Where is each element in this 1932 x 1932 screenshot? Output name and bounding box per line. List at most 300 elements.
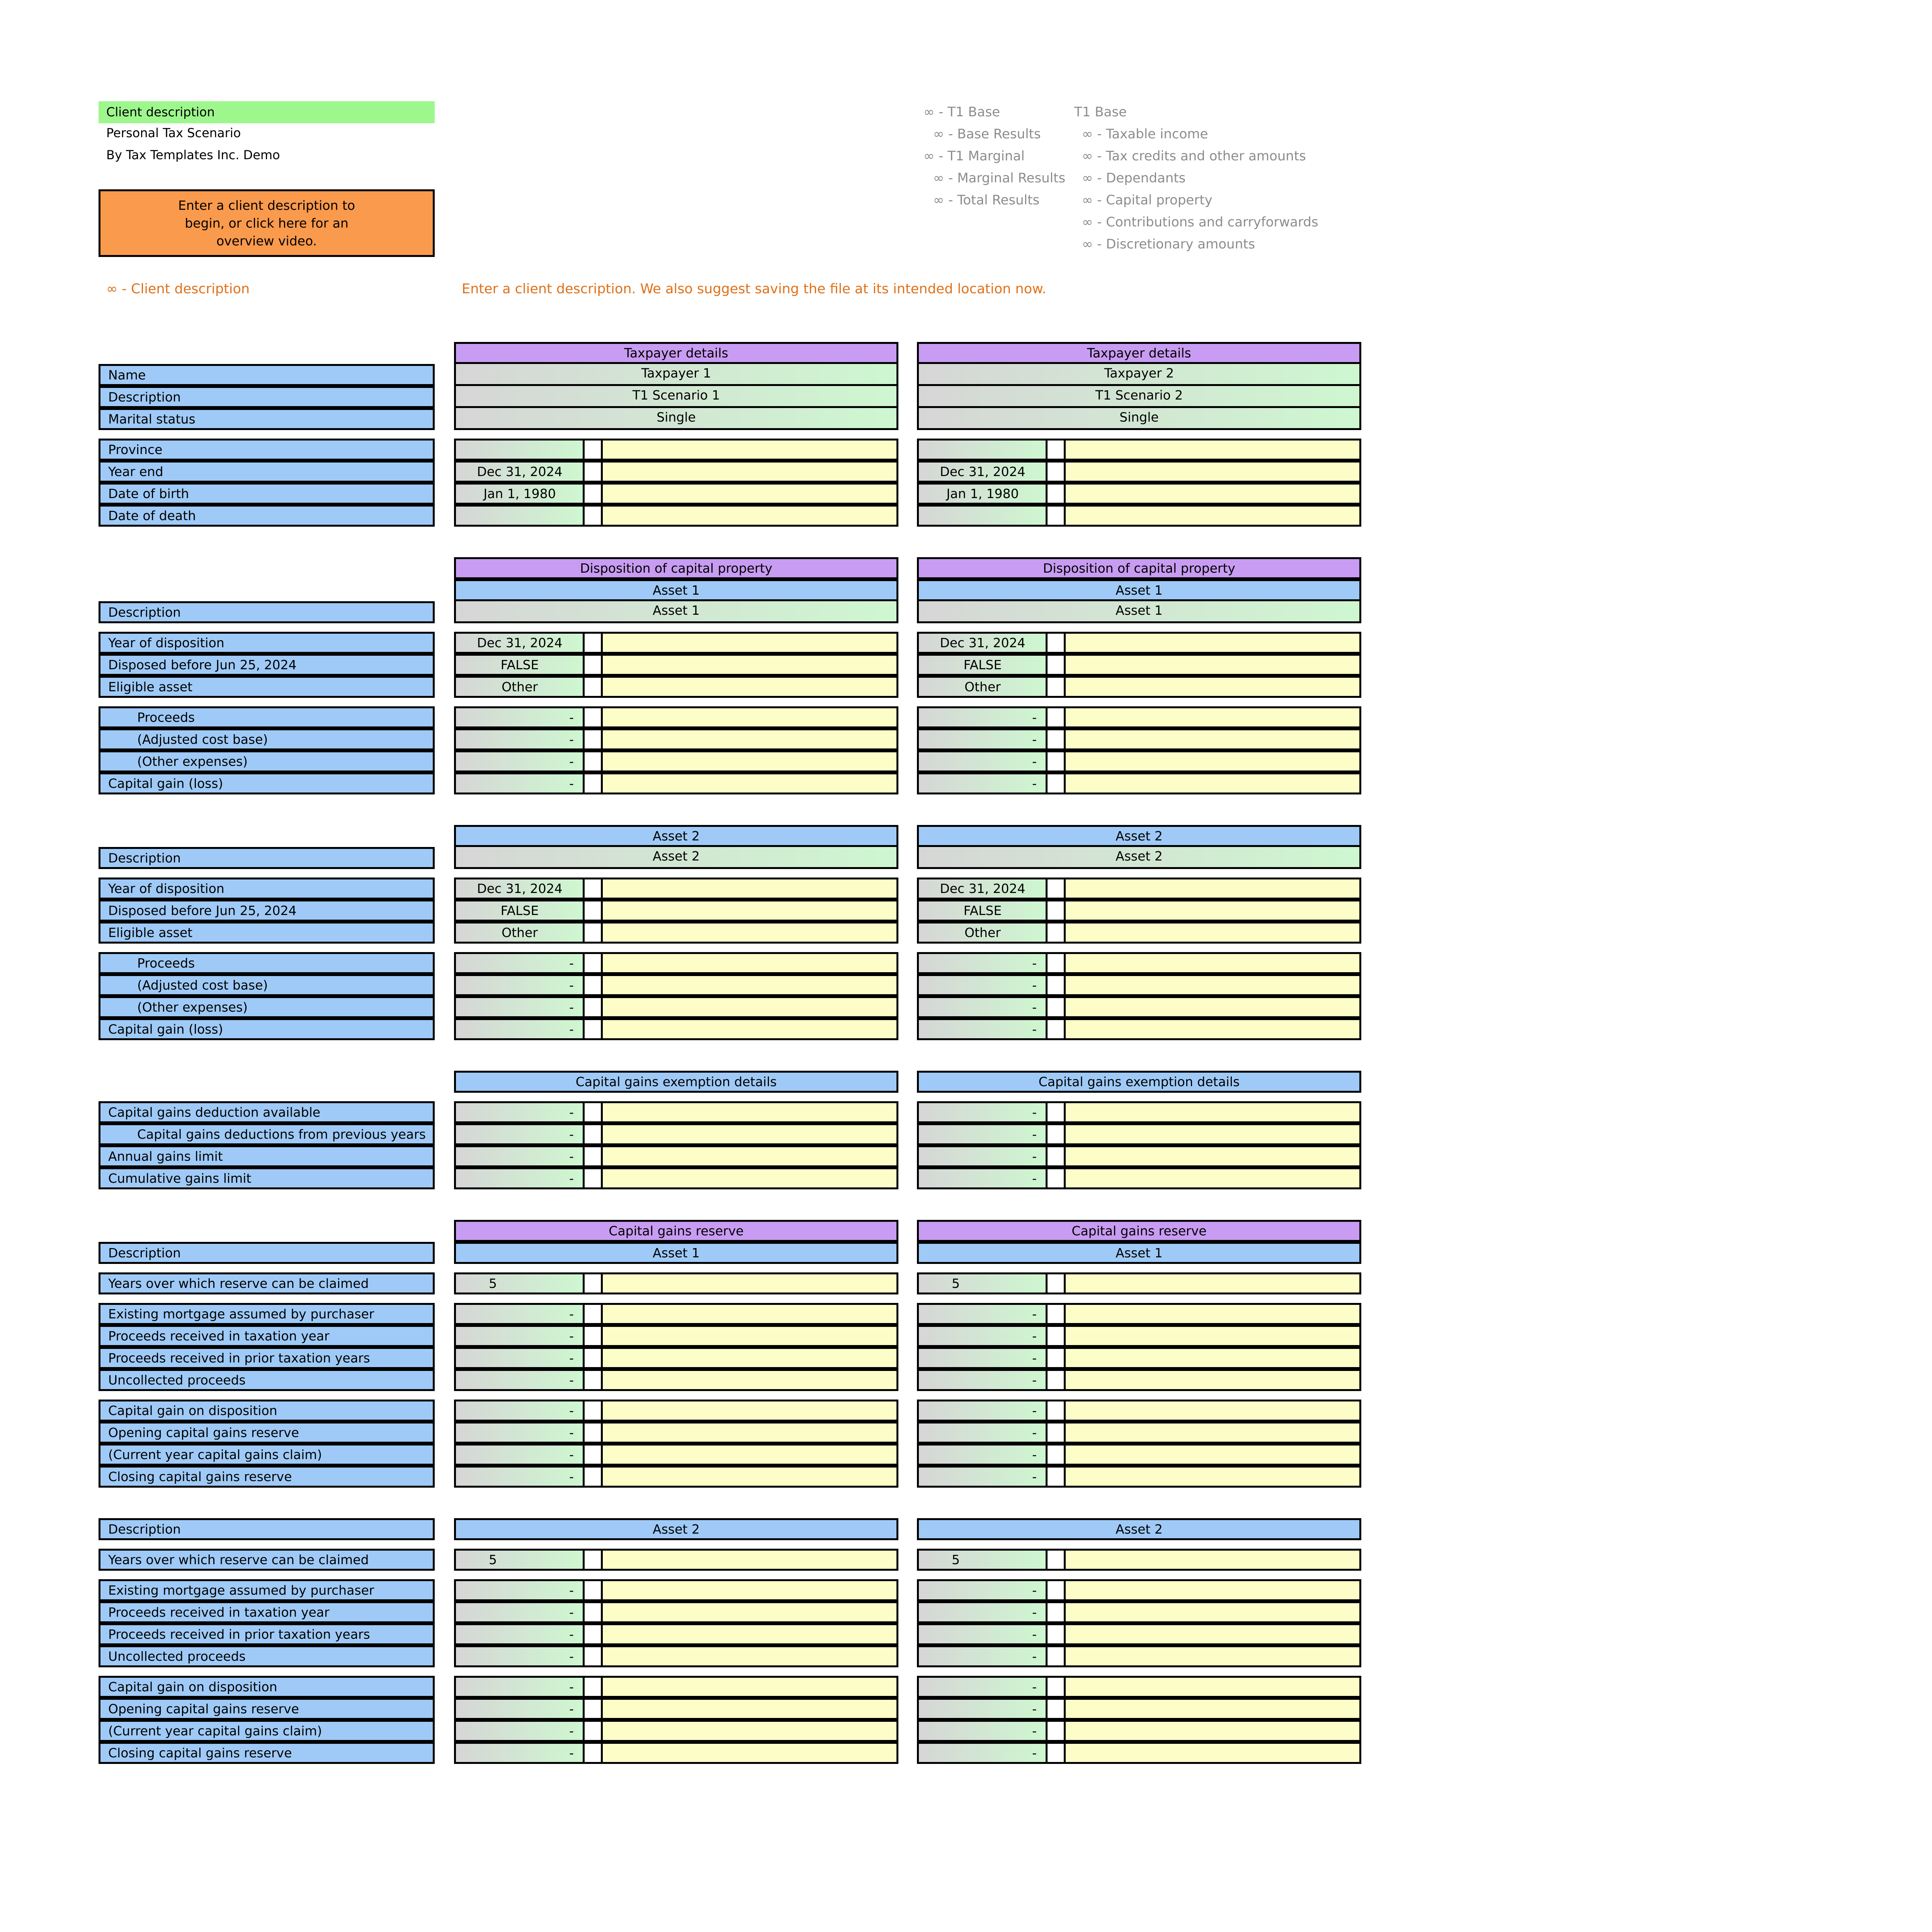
override-toggle[interactable] [1046, 996, 1066, 1018]
override-toggle[interactable] [1046, 632, 1066, 654]
value-cell[interactable]: - [454, 952, 585, 974]
value-cell[interactable]: - [454, 1167, 585, 1189]
override-input[interactable] [601, 900, 898, 922]
override-input[interactable] [601, 878, 898, 900]
override-toggle[interactable] [583, 1444, 603, 1466]
override-toggle[interactable] [1046, 1101, 1066, 1123]
override-toggle[interactable] [1046, 1400, 1066, 1422]
value-cell[interactable]: - [917, 1720, 1048, 1742]
section-header: Capital gains reserve [454, 1220, 898, 1242]
override-toggle[interactable] [1046, 1422, 1066, 1444]
override-toggle[interactable] [1046, 1272, 1066, 1294]
value-cell[interactable]: Other [454, 922, 585, 944]
override-toggle[interactable] [583, 1369, 603, 1391]
value-cell[interactable]: - [917, 1676, 1048, 1698]
override-input[interactable] [1064, 1444, 1361, 1466]
override-toggle[interactable] [583, 1466, 603, 1488]
row-label: Marital status [99, 408, 435, 430]
override-toggle[interactable] [583, 922, 603, 944]
override-toggle[interactable] [1046, 1645, 1066, 1667]
override-toggle[interactable] [583, 996, 603, 1018]
override-input[interactable] [1064, 654, 1361, 676]
value-cell[interactable]: - [917, 1369, 1048, 1391]
override-input[interactable] [601, 1303, 898, 1325]
override-toggle[interactable] [583, 1123, 603, 1145]
override-toggle[interactable] [583, 900, 603, 922]
value-cell[interactable]: - [917, 1123, 1048, 1145]
value-cell[interactable]: Dec 31, 2024 [454, 878, 585, 900]
nav-link[interactable]: ∞ - T1 Marginal [923, 148, 1025, 164]
override-input[interactable] [601, 706, 898, 728]
row-label: Proceeds received in taxation year [99, 1601, 435, 1623]
value-cell[interactable]: - [917, 1145, 1048, 1167]
override-input[interactable] [1064, 952, 1361, 974]
override-toggle[interactable] [583, 1720, 603, 1742]
override-toggle[interactable] [583, 1018, 603, 1040]
row-label: Description [99, 601, 435, 623]
override-toggle[interactable] [1046, 1347, 1066, 1369]
value-cell[interactable]: - [454, 1698, 585, 1720]
override-toggle[interactable] [1046, 1623, 1066, 1645]
value-cell[interactable]: - [454, 750, 585, 772]
override-toggle[interactable] [583, 1422, 603, 1444]
override-toggle[interactable] [1046, 706, 1066, 728]
value-cell[interactable]: Asset 2 [454, 845, 898, 869]
nav-link[interactable]: ∞ - Capital property [1082, 192, 1213, 208]
value-cell[interactable]: - [917, 952, 1048, 974]
override-toggle[interactable] [583, 878, 603, 900]
row-label: Eligible asset [99, 676, 435, 698]
override-toggle[interactable] [1046, 1303, 1066, 1325]
override-toggle[interactable] [1046, 1720, 1066, 1742]
override-toggle[interactable] [1046, 439, 1066, 461]
value-cell[interactable]: - [454, 728, 585, 750]
override-toggle[interactable] [1046, 728, 1066, 750]
row-label: Description [99, 847, 435, 869]
override-toggle[interactable] [583, 1698, 603, 1720]
value-cell[interactable]: - [454, 1422, 585, 1444]
value-cell[interactable]: 5 [917, 1549, 1048, 1571]
value-cell[interactable]: - [917, 1623, 1048, 1645]
override-input[interactable] [1064, 1272, 1361, 1294]
value-cell[interactable]: - [917, 750, 1048, 772]
override-input[interactable] [1064, 1645, 1361, 1667]
override-input[interactable] [601, 1018, 898, 1040]
override-toggle[interactable] [1046, 878, 1066, 900]
override-toggle[interactable] [583, 1101, 603, 1123]
row-label: Date of death [99, 505, 435, 527]
override-input[interactable] [601, 1623, 898, 1645]
nav-link[interactable]: ∞ - Contributions and carryforwards [1082, 214, 1318, 230]
override-input[interactable] [1064, 1325, 1361, 1347]
override-toggle[interactable] [583, 1145, 603, 1167]
row-label: (Other expenses) [99, 996, 435, 1018]
override-toggle[interactable] [1046, 676, 1066, 698]
override-input[interactable] [601, 1549, 898, 1571]
value-cell[interactable]: Dec 31, 2024 [454, 461, 585, 483]
override-input[interactable] [601, 505, 898, 527]
row-label: Opening capital gains reserve [99, 1698, 435, 1720]
row-label: Capital gains deduction available [99, 1101, 435, 1123]
value-cell[interactable]: - [454, 1123, 585, 1145]
value-cell[interactable]: Asset 1 [917, 599, 1361, 623]
value-cell[interactable]: - [454, 1303, 585, 1325]
value-cell[interactable]: - [454, 1145, 585, 1167]
value-cell[interactable]: Single [917, 406, 1361, 430]
value-cell[interactable]: - [454, 1369, 585, 1391]
value-cell[interactable]: - [454, 1601, 585, 1623]
scenario-title: Personal Tax Scenario [106, 126, 241, 140]
value-cell[interactable]: Other [917, 922, 1048, 944]
value-cell[interactable] [454, 439, 585, 461]
override-toggle[interactable] [1046, 1018, 1066, 1040]
value-cell[interactable]: - [454, 996, 585, 1018]
override-toggle[interactable] [1046, 900, 1066, 922]
value-cell[interactable]: Other [917, 676, 1048, 698]
override-input[interactable] [601, 974, 898, 996]
override-toggle[interactable] [1046, 1698, 1066, 1720]
value-cell[interactable]: - [454, 974, 585, 996]
value-cell[interactable]: Other [454, 676, 585, 698]
override-toggle[interactable] [583, 1303, 603, 1325]
override-input[interactable] [1064, 505, 1361, 527]
override-toggle[interactable] [583, 505, 603, 527]
client-description-header[interactable]: Client description [99, 101, 435, 123]
override-input[interactable] [1064, 922, 1361, 944]
override-toggle[interactable] [583, 1400, 603, 1422]
override-input[interactable] [1064, 996, 1361, 1018]
override-input[interactable] [601, 1400, 898, 1422]
value-cell[interactable]: - [917, 1698, 1048, 1720]
override-input[interactable] [1064, 1623, 1361, 1645]
value-cell[interactable]: FALSE [454, 654, 585, 676]
row-label: Capital gain (loss) [99, 1018, 435, 1040]
override-input[interactable] [1064, 1369, 1361, 1391]
override-toggle[interactable] [1046, 1742, 1066, 1764]
override-toggle[interactable] [1046, 772, 1066, 794]
override-input[interactable] [1064, 772, 1361, 794]
override-toggle[interactable] [1046, 1549, 1066, 1571]
override-input[interactable] [601, 1676, 898, 1698]
override-toggle[interactable] [583, 1549, 603, 1571]
value-cell[interactable]: - [917, 706, 1048, 728]
override-toggle[interactable] [583, 1347, 603, 1369]
override-toggle[interactable] [1046, 1369, 1066, 1391]
override-toggle[interactable] [583, 1623, 603, 1645]
row-label: (Adjusted cost base) [99, 728, 435, 750]
value-cell[interactable]: T1 Scenario 1 [454, 384, 898, 408]
override-toggle[interactable] [1046, 1123, 1066, 1145]
value-cell[interactable]: - [454, 1720, 585, 1742]
row-label: Eligible asset [99, 922, 435, 944]
value-cell[interactable]: - [917, 1325, 1048, 1347]
row-label: Year of disposition [99, 878, 435, 900]
override-toggle[interactable] [1046, 505, 1066, 527]
nav-link[interactable]: ∞ - Marginal Results [933, 170, 1066, 186]
override-input[interactable] [601, 1466, 898, 1488]
nav-link[interactable]: ∞ - Total Results [933, 192, 1040, 208]
override-input[interactable] [1064, 1601, 1361, 1623]
nav-link[interactable]: ∞ - Discretionary amounts [1082, 236, 1255, 252]
override-input[interactable] [601, 1167, 898, 1189]
section-header: Taxpayer details [917, 342, 1361, 364]
override-toggle[interactable] [583, 750, 603, 772]
value-cell[interactable] [917, 505, 1048, 527]
override-input[interactable] [1064, 483, 1361, 505]
value-cell[interactable]: - [454, 1018, 585, 1040]
row-label: Existing mortgage assumed by purchaser [99, 1303, 435, 1325]
value-cell[interactable]: - [454, 1623, 585, 1645]
override-input[interactable] [1064, 1101, 1361, 1123]
override-input[interactable] [601, 1123, 898, 1145]
override-input[interactable] [1064, 1720, 1361, 1742]
row-label: (Adjusted cost base) [99, 974, 435, 996]
value-cell[interactable]: Jan 1, 1980 [917, 483, 1048, 505]
override-toggle[interactable] [1046, 461, 1066, 483]
override-input[interactable] [601, 1347, 898, 1369]
override-toggle[interactable] [1046, 952, 1066, 974]
value-cell[interactable]: - [454, 772, 585, 794]
override-toggle[interactable] [583, 706, 603, 728]
overview-video-button-label: Enter a client description to begin, or click here for an overview video. [178, 197, 355, 248]
value-cell[interactable]: - [917, 996, 1048, 1018]
row-label: Years over which reserve can be claimed [99, 1272, 435, 1294]
value-cell[interactable]: - [917, 1347, 1048, 1369]
override-input[interactable] [1064, 461, 1361, 483]
override-toggle[interactable] [583, 1167, 603, 1189]
override-input[interactable] [1064, 728, 1361, 750]
override-input[interactable] [601, 1698, 898, 1720]
override-input[interactable] [601, 1422, 898, 1444]
overview-video-button[interactable] [99, 189, 435, 257]
value-cell[interactable]: Taxpayer 2 [917, 362, 1361, 386]
override-input[interactable] [601, 1645, 898, 1667]
override-toggle[interactable] [583, 654, 603, 676]
value-cell[interactable]: - [454, 1347, 585, 1369]
override-input[interactable] [1064, 1742, 1361, 1764]
row-label: Year of disposition [99, 632, 435, 654]
override-input[interactable] [601, 654, 898, 676]
row-label: Opening capital gains reserve [99, 1422, 435, 1444]
override-toggle[interactable] [1046, 1676, 1066, 1698]
section-header: Taxpayer details [454, 342, 898, 364]
value-cell[interactable]: - [454, 706, 585, 728]
row-label: Name [99, 364, 435, 386]
override-toggle[interactable] [583, 483, 603, 505]
override-toggle[interactable] [1046, 1167, 1066, 1189]
override-toggle[interactable] [583, 1742, 603, 1764]
value-cell[interactable]: - [917, 1101, 1048, 1123]
section-header: Capital gains exemption details [917, 1071, 1361, 1093]
override-input[interactable] [1064, 878, 1361, 900]
value-cell[interactable]: Jan 1, 1980 [454, 483, 585, 505]
override-toggle[interactable] [1046, 483, 1066, 505]
override-input[interactable] [1064, 676, 1361, 698]
override-input[interactable] [1064, 1145, 1361, 1167]
override-input[interactable] [1064, 706, 1361, 728]
section-header: Asset 1 [917, 579, 1361, 601]
override-input[interactable] [1064, 750, 1361, 772]
override-input[interactable] [1064, 1549, 1361, 1571]
override-input[interactable] [601, 439, 898, 461]
override-input[interactable] [601, 1325, 898, 1347]
override-toggle[interactable] [583, 952, 603, 974]
override-toggle[interactable] [583, 1645, 603, 1667]
value-cell[interactable]: - [917, 772, 1048, 794]
override-input[interactable] [1064, 900, 1361, 922]
override-input[interactable] [601, 461, 898, 483]
row-label: Date of birth [99, 483, 435, 505]
value-cell[interactable]: FALSE [917, 654, 1048, 676]
override-input[interactable] [601, 750, 898, 772]
override-toggle[interactable] [583, 439, 603, 461]
value-cell[interactable]: Dec 31, 2024 [917, 461, 1048, 483]
override-input[interactable] [1064, 632, 1361, 654]
override-input[interactable] [1064, 1676, 1361, 1698]
override-input[interactable] [601, 1145, 898, 1167]
override-toggle[interactable] [1046, 974, 1066, 996]
value-cell[interactable]: - [917, 728, 1048, 750]
value-cell[interactable]: - [454, 1645, 585, 1667]
override-input[interactable] [601, 632, 898, 654]
override-toggle[interactable] [1046, 1466, 1066, 1488]
value-cell[interactable]: - [917, 1579, 1048, 1601]
override-input[interactable] [1064, 1347, 1361, 1369]
nav-link[interactable]: ∞ - Tax credits and other amounts [1082, 148, 1306, 164]
override-toggle[interactable] [583, 1579, 603, 1601]
value-cell[interactable]: - [454, 1579, 585, 1601]
override-toggle[interactable] [583, 772, 603, 794]
nav-link[interactable]: ∞ - T1 Base [923, 104, 1000, 120]
override-input[interactable] [601, 1101, 898, 1123]
override-input[interactable] [1064, 1123, 1361, 1145]
value-cell[interactable]: Dec 31, 2024 [917, 632, 1048, 654]
override-input[interactable] [1064, 1698, 1361, 1720]
override-input[interactable] [601, 1272, 898, 1294]
value-cell[interactable]: 5 [454, 1272, 585, 1294]
value-cell[interactable]: - [917, 1601, 1048, 1623]
value-cell[interactable]: - [454, 1676, 585, 1698]
nav-section-title: T1 Base [1074, 104, 1127, 120]
value-cell[interactable]: - [454, 1742, 585, 1764]
value-cell[interactable]: Dec 31, 2024 [454, 632, 585, 654]
override-toggle[interactable] [583, 974, 603, 996]
value-cell[interactable]: Asset 1 [454, 599, 898, 623]
override-input[interactable] [1064, 439, 1361, 461]
value-cell[interactable]: - [917, 1645, 1048, 1667]
override-input[interactable] [601, 772, 898, 794]
override-toggle[interactable] [1046, 1444, 1066, 1466]
row-label: Year end [99, 461, 435, 483]
override-toggle[interactable] [583, 1272, 603, 1294]
override-input[interactable] [601, 1579, 898, 1601]
override-input[interactable] [601, 1444, 898, 1466]
nav-link[interactable]: ∞ - Dependants [1082, 170, 1186, 186]
value-cell[interactable] [454, 505, 585, 527]
override-input[interactable] [1064, 1422, 1361, 1444]
override-toggle[interactable] [583, 1601, 603, 1623]
value-cell[interactable]: - [917, 1466, 1048, 1488]
row-label: Uncollected proceeds [99, 1369, 435, 1391]
override-toggle[interactable] [583, 461, 603, 483]
value-cell[interactable]: - [454, 1466, 585, 1488]
value-cell[interactable]: - [917, 1422, 1048, 1444]
override-input[interactable] [601, 483, 898, 505]
value-cell[interactable]: - [917, 1167, 1048, 1189]
value-cell[interactable]: FALSE [917, 900, 1048, 922]
value-cell[interactable]: - [917, 1303, 1048, 1325]
client-description-link[interactable]: ∞ - Client description [106, 281, 250, 297]
row-label: Disposed before Jun 25, 2024 [99, 654, 435, 676]
override-toggle[interactable] [1046, 1325, 1066, 1347]
override-input[interactable] [601, 952, 898, 974]
value-cell[interactable]: - [917, 974, 1048, 996]
value-cell[interactable]: Dec 31, 2024 [917, 878, 1048, 900]
override-input[interactable] [1064, 1579, 1361, 1601]
value-cell[interactable]: - [917, 1018, 1048, 1040]
override-toggle[interactable] [583, 632, 603, 654]
value-cell[interactable]: Asset 2 [917, 845, 1361, 869]
override-toggle[interactable] [583, 728, 603, 750]
row-label: Description [99, 1518, 435, 1540]
override-input[interactable] [1064, 1400, 1361, 1422]
nav-link[interactable]: ∞ - Base Results [933, 126, 1041, 142]
value-cell[interactable]: FALSE [454, 900, 585, 922]
section-header: Capital gains exemption details [454, 1071, 898, 1093]
value-cell[interactable]: - [917, 1444, 1048, 1466]
value-cell[interactable]: - [454, 1325, 585, 1347]
override-input[interactable] [1064, 1303, 1361, 1325]
value-cell[interactable]: - [454, 1101, 585, 1123]
value-cell[interactable]: - [454, 1400, 585, 1422]
override-toggle[interactable] [1046, 1579, 1066, 1601]
section-header: Asset 1 [454, 579, 898, 601]
value-cell[interactable]: - [917, 1742, 1048, 1764]
value-cell[interactable] [917, 439, 1048, 461]
value-cell[interactable]: T1 Scenario 2 [917, 384, 1361, 408]
override-input[interactable] [601, 922, 898, 944]
override-toggle[interactable] [1046, 654, 1066, 676]
value-cell[interactable]: - [917, 1400, 1048, 1422]
override-input[interactable] [1064, 1167, 1361, 1189]
override-input[interactable] [601, 1601, 898, 1623]
section-header: Disposition of capital property [917, 557, 1361, 579]
override-input[interactable] [601, 996, 898, 1018]
value-cell[interactable]: 5 [917, 1272, 1048, 1294]
row-label: Capital gain on disposition [99, 1400, 435, 1422]
override-input[interactable] [1064, 1018, 1361, 1040]
override-input[interactable] [601, 1742, 898, 1764]
value-cell[interactable]: Single [454, 406, 898, 430]
override-input[interactable] [1064, 974, 1361, 996]
override-input[interactable] [601, 1720, 898, 1742]
override-input[interactable] [1064, 1466, 1361, 1488]
override-toggle[interactable] [1046, 750, 1066, 772]
override-toggle[interactable] [583, 1676, 603, 1698]
value-cell[interactable]: Taxpayer 1 [454, 362, 898, 386]
override-toggle[interactable] [1046, 1601, 1066, 1623]
override-input[interactable] [601, 728, 898, 750]
override-toggle[interactable] [583, 676, 603, 698]
value-cell[interactable]: - [454, 1444, 585, 1466]
nav-link[interactable]: ∞ - Taxable income [1082, 126, 1208, 142]
override-input[interactable] [601, 676, 898, 698]
override-toggle[interactable] [1046, 1145, 1066, 1167]
override-input[interactable] [601, 1369, 898, 1391]
value-cell[interactable]: 5 [454, 1549, 585, 1571]
override-toggle[interactable] [1046, 922, 1066, 944]
override-toggle[interactable] [583, 1325, 603, 1347]
